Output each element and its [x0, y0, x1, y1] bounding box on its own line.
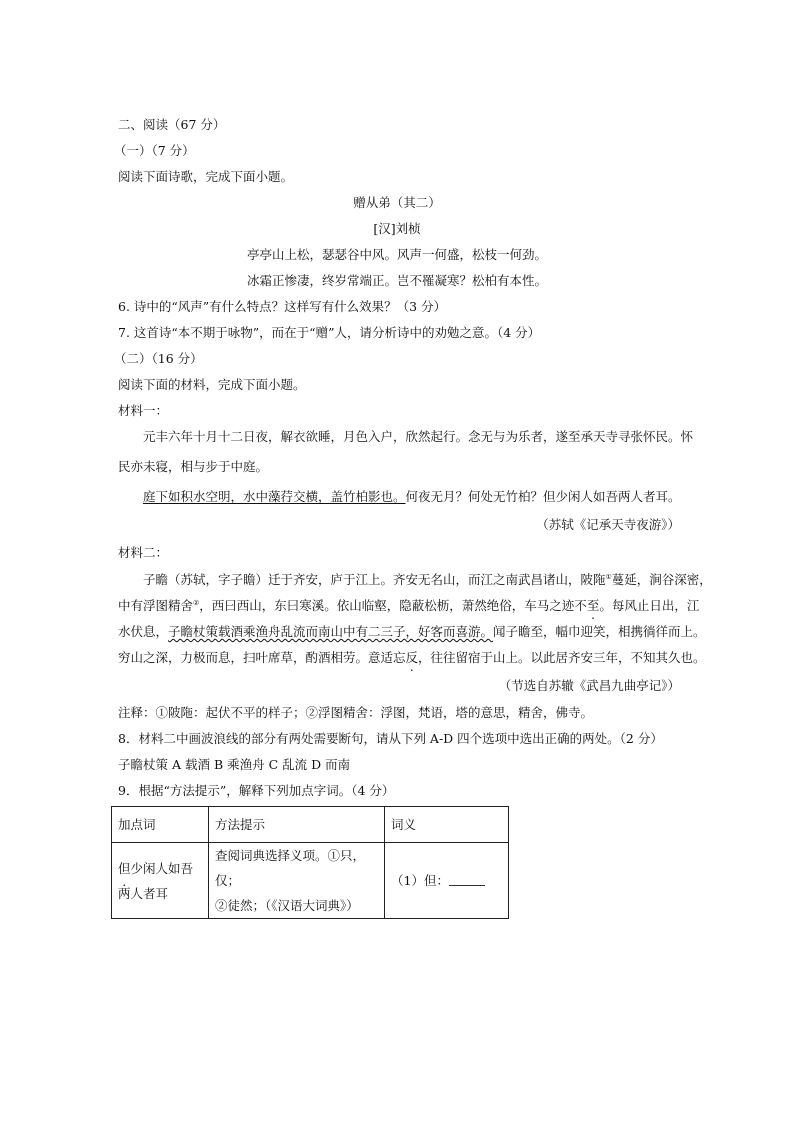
- method-line-2: ②徒然；（《汉语大词典》）: [215, 898, 359, 913]
- poem-title: 赠从弟（其二）: [353, 195, 441, 210]
- material1-p2-rest: 何夜无月？何处无竹柏？但少闲人如吾两人者耳。: [405, 489, 681, 504]
- material2-text: 水伏息，: [118, 624, 169, 639]
- poem-author: [汉]刘桢: [373, 221, 421, 236]
- method-line-1: 查阅词典选择义项。①只，仅；: [215, 848, 366, 888]
- material2-source: （节选自苏辙《武昌九曲亭记》）: [498, 678, 680, 693]
- material1-paragraph-line1: 元丰六年十月十二日夜，解衣欲睡，月色入户，欣然起行。念无与为乐者，遂至承天寺寻张怀民。怀: [143, 429, 694, 444]
- material2-label: 材料二：: [118, 545, 169, 560]
- header-meaning: 词义: [385, 807, 509, 843]
- cell-meaning: [385, 843, 509, 919]
- material2-line-1: [143, 572, 712, 588]
- poem-line-2: 冰霜正惨凄，终岁常端正。岂不罹凝寒？松柏有本性。: [246, 273, 547, 288]
- material1-label: 材料一：: [118, 403, 169, 418]
- material2-text: 。每风止日出，江: [599, 598, 700, 613]
- footnote-marker: ①: [605, 572, 612, 581]
- material2-text: 蔓延，涧谷深密，: [611, 572, 712, 587]
- material2-text: 中有浮图精舍: [118, 598, 194, 613]
- dotted-character: 但: [118, 860, 131, 876]
- material1-paragraph-line2: 民亦未寝，相与步于中庭。: [118, 459, 269, 474]
- header-method: 方法提示: [209, 807, 385, 843]
- question-8-options: 子瞻杖策 A 载酒 B 乘渔舟 C 乱流 D 而南: [118, 757, 351, 772]
- material2-text: 闻子瞻至，幅巾迎笑，相携徜徉而上。: [493, 624, 706, 639]
- material1-paragraph-2: [143, 489, 681, 505]
- vocabulary-table: [111, 806, 509, 919]
- dotted-character: 反: [405, 650, 419, 665]
- material2-text: 子瞻（苏轼，字子瞻）迁于齐安，庐于江上。齐安无名山，而江之南武昌诸山，陂陁: [143, 572, 606, 587]
- answer-blank[interactable]: [449, 873, 485, 886]
- dotted-character: 至: [586, 598, 600, 613]
- section-heading: 二、阅读（67 分）: [118, 117, 226, 132]
- table-row: [112, 843, 509, 919]
- question-7: 7. 这首诗“本不期于咏物”，而在于“赠”人，请分析诗中的劝勉之意。（4 分）: [118, 325, 541, 340]
- word-line-2: 两人者耳: [118, 885, 169, 901]
- part2-instruction: 阅读下面的材料，完成下面小题。: [118, 377, 306, 392]
- wavy-underlined-passage: 子瞻杖策载酒乘渔舟乱流而南山中有二三子，好客而喜游。: [168, 624, 494, 639]
- word-text: 少闲人如吾: [130, 860, 194, 876]
- part2-label: （二）（16 分）: [114, 351, 203, 366]
- material1-source: （苏轼《记承天寺夜游》）: [536, 517, 680, 532]
- material2-text: 穷山之深，力极而息，扫叶席草，酌酒相劳。意适忘: [118, 650, 406, 665]
- answer-label: （1）但：: [391, 873, 449, 888]
- table-header-row: [112, 807, 509, 843]
- material2-line-4: [118, 650, 706, 666]
- word-line-1: [118, 856, 202, 881]
- poem-line-1: 亭亭山上松，瑟瑟谷中风。风声一何盛，松枝一何劲。: [246, 247, 547, 262]
- footnote-marker: ②: [193, 598, 200, 607]
- material2-text: ，西曰西山，东曰寒溪。依山临壑，隐蔽松枥，萧然绝俗，车马之迹不: [199, 598, 587, 613]
- question-8: 8．材料二中画波浪线的部分有两处需要断句，请从下列 A-D 四个选项中选出正确的两处。（2 分）: [118, 731, 663, 746]
- question-6: 6. 诗中的“风声”有什么特点？这样写有什么效果？（3 分）: [118, 299, 447, 314]
- material2-text: ，往往留宿于山上。以此居齐安三年，不知其久也。: [418, 650, 706, 665]
- question-9: 9．根据“方法提示”，解释下列加点字词。（4 分）: [118, 783, 395, 798]
- cell-method: [209, 843, 385, 919]
- material2-line-3: [118, 624, 706, 640]
- material2-line-2: [118, 598, 699, 614]
- underlined-sentence: 庭下如积水空明，水中藻荇交横，盖竹柏影也。: [143, 489, 406, 504]
- cell-word: [112, 843, 209, 919]
- part1-label: （一）（7 分）: [114, 143, 195, 158]
- header-word: 加点词: [112, 807, 209, 843]
- part1-instruction: 阅读下面诗歌，完成下面小题。: [118, 169, 294, 184]
- footnotes: 注释：①陂陁：起伏不平的样子；②浮图精舍：浮图，梵语，塔的意思，精舍，佛寺。: [118, 705, 594, 720]
